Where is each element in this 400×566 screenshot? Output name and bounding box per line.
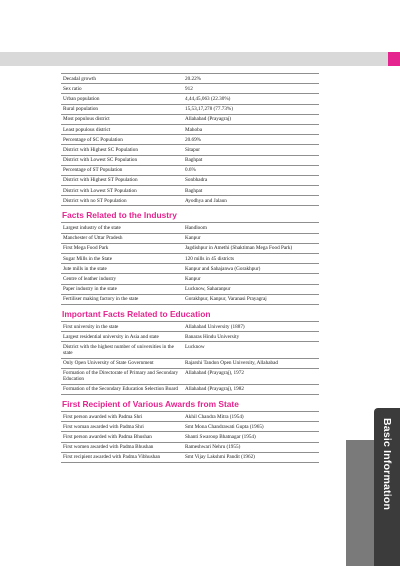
section: [61, 210, 319, 305]
fact-value: Mahoba: [183, 124, 319, 134]
table-row: [61, 294, 319, 304]
table-row: [61, 155, 319, 165]
table-row: [61, 432, 319, 442]
section: [61, 73, 319, 206]
fact-label: District with the highest number of universities in the state: [61, 342, 183, 358]
table-row: [61, 284, 319, 294]
fact-label: Rural population: [61, 104, 183, 114]
fact-value: 912: [183, 84, 319, 94]
fact-label: Fertiliser making factory in the state: [61, 294, 183, 304]
fact-value: Lucknow: [183, 342, 319, 358]
table-row: [61, 452, 319, 462]
facts-table: [61, 411, 319, 463]
fact-label: First university in the state: [61, 321, 183, 331]
fact-value: Kanpur: [183, 274, 319, 284]
table-row: [61, 104, 319, 114]
fact-label: District with Lowest SC Population: [61, 155, 183, 165]
fact-value: Rajarshi Tandon Open University, Allahabad: [183, 358, 319, 368]
fact-value: Baghpat: [183, 155, 319, 165]
fact-value: Smt Vijay Lakshmi Pandit (1962): [183, 452, 319, 462]
fact-value: Jagdishpur in Amethi (Shaktiman Mega Food Park): [183, 243, 319, 253]
table-row: [61, 186, 319, 196]
fact-value: Akhil Chandra Mitra (1954): [183, 412, 319, 422]
fact-value: 15,53,17,278 (77.73%): [183, 104, 319, 114]
fact-label: District with Lowest ST Population: [61, 186, 183, 196]
table-row: [61, 196, 319, 206]
fact-label: Jute mills in the state: [61, 264, 183, 274]
fact-value: Lucknow, Saharanpur: [183, 284, 319, 294]
fact-value: Sitapur: [183, 145, 319, 155]
table-row: [61, 175, 319, 185]
header-accent: [388, 52, 400, 66]
fact-label: Least populous district: [61, 124, 183, 134]
fact-value: Baghpat: [183, 186, 319, 196]
table-row: [61, 145, 319, 155]
section-title: Facts Related to the Industry: [62, 210, 177, 221]
table-row: [61, 368, 319, 384]
fact-label: District with Highest ST Population: [61, 175, 183, 185]
table-row: [61, 412, 319, 422]
page-content: [61, 73, 319, 463]
fact-label: Sugar Mills in the State: [61, 254, 183, 264]
table-row: [61, 422, 319, 432]
fact-value: Allahabad (Prayagraj), 1982: [183, 384, 319, 394]
fact-value: Handloom: [183, 223, 319, 233]
fact-label: Only Open University of State Government: [61, 358, 183, 368]
fact-label: Largest industry of the state: [61, 223, 183, 233]
fact-label: Centre of leather industry: [61, 274, 183, 284]
facts-table: [61, 222, 319, 305]
fact-label: Urban population: [61, 94, 183, 104]
fact-label: First recipient awarded with Padma Vibhushan: [61, 452, 183, 462]
fact-value: Banaras Hindu University: [183, 332, 319, 342]
table-row: [61, 233, 319, 243]
facts-table: [61, 321, 319, 395]
table-row: [61, 274, 319, 284]
table-row: [61, 358, 319, 368]
table-row: [61, 332, 319, 342]
fact-value: Kanpur: [183, 233, 319, 243]
fact-value: Allahabad (Prayagraj): [183, 114, 319, 124]
fact-label: Percentage of SC Population: [61, 135, 183, 145]
fact-label: First Mega Food Park: [61, 243, 183, 253]
table-row: [61, 135, 319, 145]
facts-table: [61, 73, 319, 206]
table-row: [61, 243, 319, 253]
table-row: [61, 442, 319, 452]
fact-value: Kanpur and Sahajanwa (Gorakhpur): [183, 264, 319, 274]
table-row: [61, 74, 319, 84]
fact-value: 120 mills in 45 districts: [183, 254, 319, 264]
table-row: [61, 321, 319, 331]
fact-label: Decadal growth: [61, 74, 183, 84]
fact-label: First person awarded with Padma Shri: [61, 412, 183, 422]
section: [61, 309, 319, 395]
header-band: [0, 52, 388, 66]
table-row: [61, 223, 319, 233]
fact-label: Paper industry in the state: [61, 284, 183, 294]
fact-label: First person awarded with Padma Bhushan: [61, 432, 183, 442]
fact-label: Manchester of Uttar Pradesh: [61, 233, 183, 243]
fact-value: 20.69%: [183, 135, 319, 145]
fact-label: First women awarded with Padma Bhushan: [61, 442, 183, 452]
section: [61, 399, 319, 463]
section-title: First Recipient of Various Awards from State: [62, 399, 239, 410]
fact-value: Ayodhya and Jalaun: [183, 196, 319, 206]
table-row: [61, 165, 319, 175]
table-row: [61, 94, 319, 104]
table-row: [61, 254, 319, 264]
table-row: [61, 264, 319, 274]
side-tab-label: Basic Information: [381, 417, 393, 511]
table-row: [61, 84, 319, 94]
fact-value: Sonbhadra: [183, 175, 319, 185]
fact-value: 20.22%: [183, 74, 319, 84]
fact-label: District with Highest SC Population: [61, 145, 183, 155]
table-row: [61, 124, 319, 134]
fact-label: Sex ratio: [61, 84, 183, 94]
table-row: [61, 342, 319, 358]
fact-label: Percentage of ST Population: [61, 165, 183, 175]
fact-value: 4,44,45,063 (22.30%): [183, 94, 319, 104]
table-row: [61, 114, 319, 124]
table-row: [61, 384, 319, 394]
fact-value: Rameshwari Nehru (1955): [183, 442, 319, 452]
section-title: Important Facts Related to Education: [62, 308, 211, 319]
fact-value: Gorakhpur, Kanpur, Varanasi Prayagraj: [183, 294, 319, 304]
fact-value: Shanti Swaroop Bhatnagar (1954): [183, 432, 319, 442]
fact-label: First woman awarded with Padma Shri: [61, 422, 183, 432]
fact-value: Allahabad (Prayagraj), 1972: [183, 368, 319, 384]
fact-label: Formation of the Secondary Education Selection Board: [61, 384, 183, 394]
fact-value: Allahabad University (1887): [183, 321, 319, 331]
fact-value: Smt Mona Chandrawati Gupta (1965): [183, 422, 319, 432]
fact-label: Largest residential university in Asia and state: [61, 332, 183, 342]
fact-label: District with no ST Population: [61, 196, 183, 206]
fact-value: 0.6%: [183, 165, 319, 175]
fact-label: Most populous district: [61, 114, 183, 124]
fact-label: Formation of the Directorate of Primary and Secondary Education: [61, 368, 183, 384]
